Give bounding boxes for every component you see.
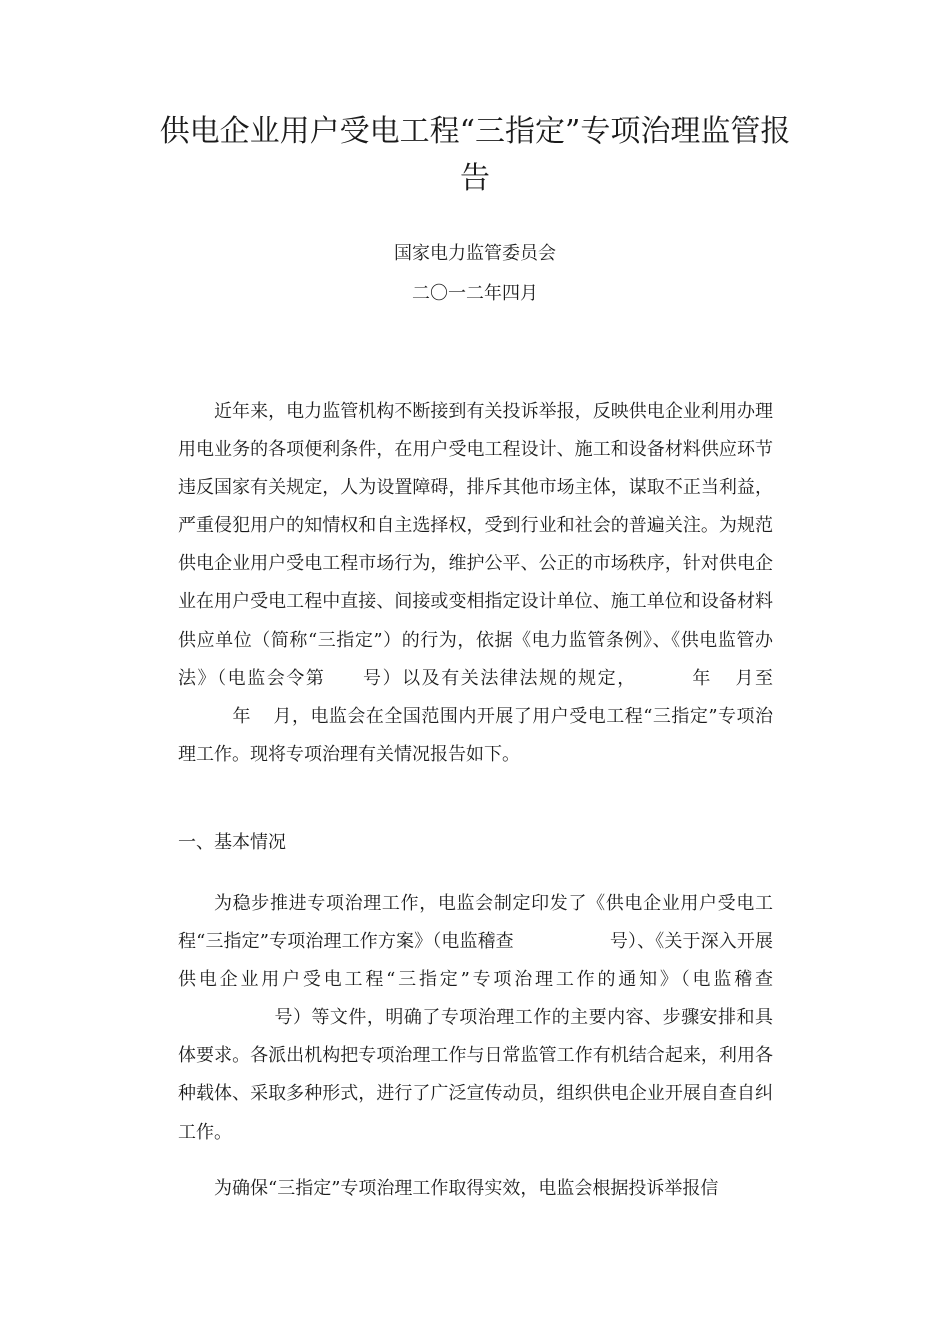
intro-text-5: 年: [232, 705, 251, 727]
section1-paragraph-1: [178, 885, 773, 1152]
intro-text-4: 月至: [733, 667, 774, 689]
section1-paragraph-2: 为确保“三指定”专项治理工作取得实效，电监会根据投诉举报信: [214, 1178, 719, 1199]
intro-paragraph: [178, 393, 773, 774]
document-title: 供电企业用户受电工程“三指定”专项治理监管报告: [159, 114, 791, 196]
section1-p1-text-3: 号）等文件，明确了专项治理工作的主要内容、步骤安排和具体要求。各派出机构把专项治理工作与日常监管工作有机结合起来，利用各种载体、采取多种形式，进行了广泛宣传动员，组织供电企业开展自查自纠工作。: [178, 1007, 773, 1143]
section-heading-basic-situation: 一、基本情况: [178, 832, 286, 853]
intro-text-3: 年: [690, 667, 712, 689]
issue-date: 二〇一二年四月: [412, 283, 538, 304]
intro-text-2: 号）以及有关法律法规的规定，: [361, 667, 637, 689]
issuer: 国家电力监管委员会: [394, 243, 556, 264]
section1-p1-text-1: 为稳步推进专项治理工作，电监会制定印发了《供电企业用户受电工程“三指定”专项治理工作方案》（电监稽查: [178, 893, 773, 953]
intro-text-1: 近年来，电力监管机构不断接到有关投诉举报，反映供电企业利用办理用电业务的各项便利条件，在用户受电工程设计、施工和设备材料供应环节违反国家有关规定，人为设置障碍，排斥其他市场主体，谋取不正当利益，严重侵犯用户的知情权和自主选择权，受到行业和社会的普遍关注。为规范供电企业用户受电工程市场行为，维护公平、公正的市场秩序，针对供电企业在用户受电工程中直接、间接或变相指定设计单位、施工单位和设备材料供应单位（简称“三指定”）的行为，依据《电力监管条例》、《供电监管办法》（电监会令第: [178, 401, 773, 689]
section1-p1-text-2: 号）、《关于深入开展供电企业用户受电工程“三指定”专项治理工作的通知》（电监稽查: [178, 931, 774, 991]
intro-text-6: 月，电监会在全国范围内开展了用户受电工程“三指定”专项治理工作。现将专项治理有关情况报告如下。: [178, 705, 774, 765]
